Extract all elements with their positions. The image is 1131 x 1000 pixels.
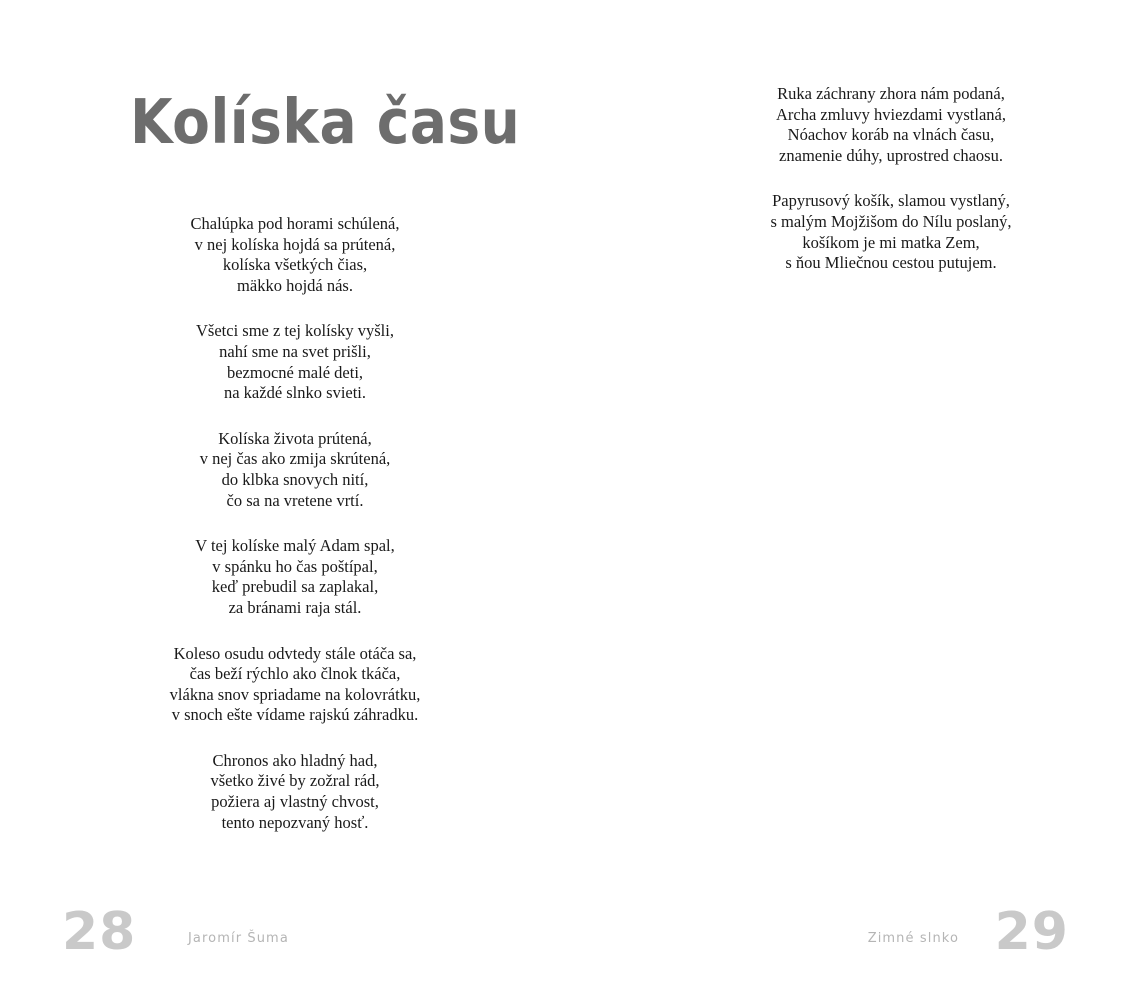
stanza xyxy=(60,429,530,511)
verse-line: znamenie dúhy, uprostred chaosu. xyxy=(779,145,1003,165)
verse-line: Archa zmluvy hviezdami vystlaná, xyxy=(775,104,1006,124)
verse-line: Chronos ako hladný had, xyxy=(212,750,378,770)
verse-line: Chalúpka pod horami schúlená, xyxy=(190,214,400,233)
verse-line: s ňou Mliečnou cestou putujem. xyxy=(785,253,997,273)
verse-line: Koleso osudu odvtedy stále otáča sa, xyxy=(173,643,417,663)
running-head-author: Jaromír Šuma xyxy=(188,931,289,946)
verse-line: čo sa na vretene vrtí. xyxy=(226,490,364,510)
page-number-left: 28 xyxy=(62,902,137,962)
verse-line: do klbka snovych nití, xyxy=(221,469,369,489)
stanza xyxy=(706,84,1076,166)
verse-line: keď prebudil sa zaplakal, xyxy=(211,577,379,597)
verse-line: v snoch ešte vídame rajskú záhradku. xyxy=(171,705,419,725)
verse-line: čas beží rýchlo ako člnok tkáča, xyxy=(189,664,401,684)
stanza xyxy=(706,191,1076,273)
poem-body-right xyxy=(706,84,1076,274)
verse-line: nahí sme na svet prišli, xyxy=(219,341,371,361)
verse-line: mäkko hojdá nás. xyxy=(237,275,353,295)
stanza xyxy=(60,536,530,618)
verse-line: Ruka záchrany zhora nám podaná, xyxy=(777,84,1005,103)
stanza xyxy=(60,321,530,403)
page-number-right: 29 xyxy=(994,902,1069,962)
running-head-title: Zimné slnko xyxy=(867,931,959,946)
verse-line: Kolíska života prútená, xyxy=(218,428,372,448)
verse-line: bezmocné malé deti, xyxy=(226,362,364,382)
verse-line: v nej čas ako zmija skrútená, xyxy=(199,449,391,469)
verse-line: Všetci sme z tej kolísky vyšli, xyxy=(196,321,394,341)
stanza xyxy=(60,644,530,726)
verse-line: V tej kolíske malý Adam spal, xyxy=(195,536,395,556)
verse-line: v nej kolíska hojdá sa prútená, xyxy=(194,234,396,254)
page-right xyxy=(566,0,1131,1000)
verse-line: tento nepozvaný hosť. xyxy=(221,812,369,832)
poem-body-left xyxy=(60,214,530,833)
verse-line: všetko živé by zožral rád, xyxy=(210,771,380,791)
verse-line: Papyrusový košík, slamou vystlaný, xyxy=(772,191,1010,211)
verse-line: požiera aj vlastný chvost, xyxy=(211,792,379,812)
verse-line: za bránami raja stál. xyxy=(228,597,362,617)
verse-line: košíkom je mi matka Zem, xyxy=(802,232,980,252)
verse-line: v spánku ho čas poštípal, xyxy=(212,556,378,576)
verse-line: kolíska všetkých čias, xyxy=(222,255,368,275)
stanza xyxy=(60,214,530,296)
verse-line: Nóachov koráb na vlnách času, xyxy=(787,125,995,145)
stanza xyxy=(60,751,530,833)
verse-line: na každé slnko svieti. xyxy=(223,383,367,403)
page-title: Kolíska času xyxy=(130,86,521,158)
verse-line: s malým Mojžišom do Nílu poslaný, xyxy=(770,211,1012,231)
verse-line: vlákna snov spriadame na kolovrátku, xyxy=(169,684,421,704)
